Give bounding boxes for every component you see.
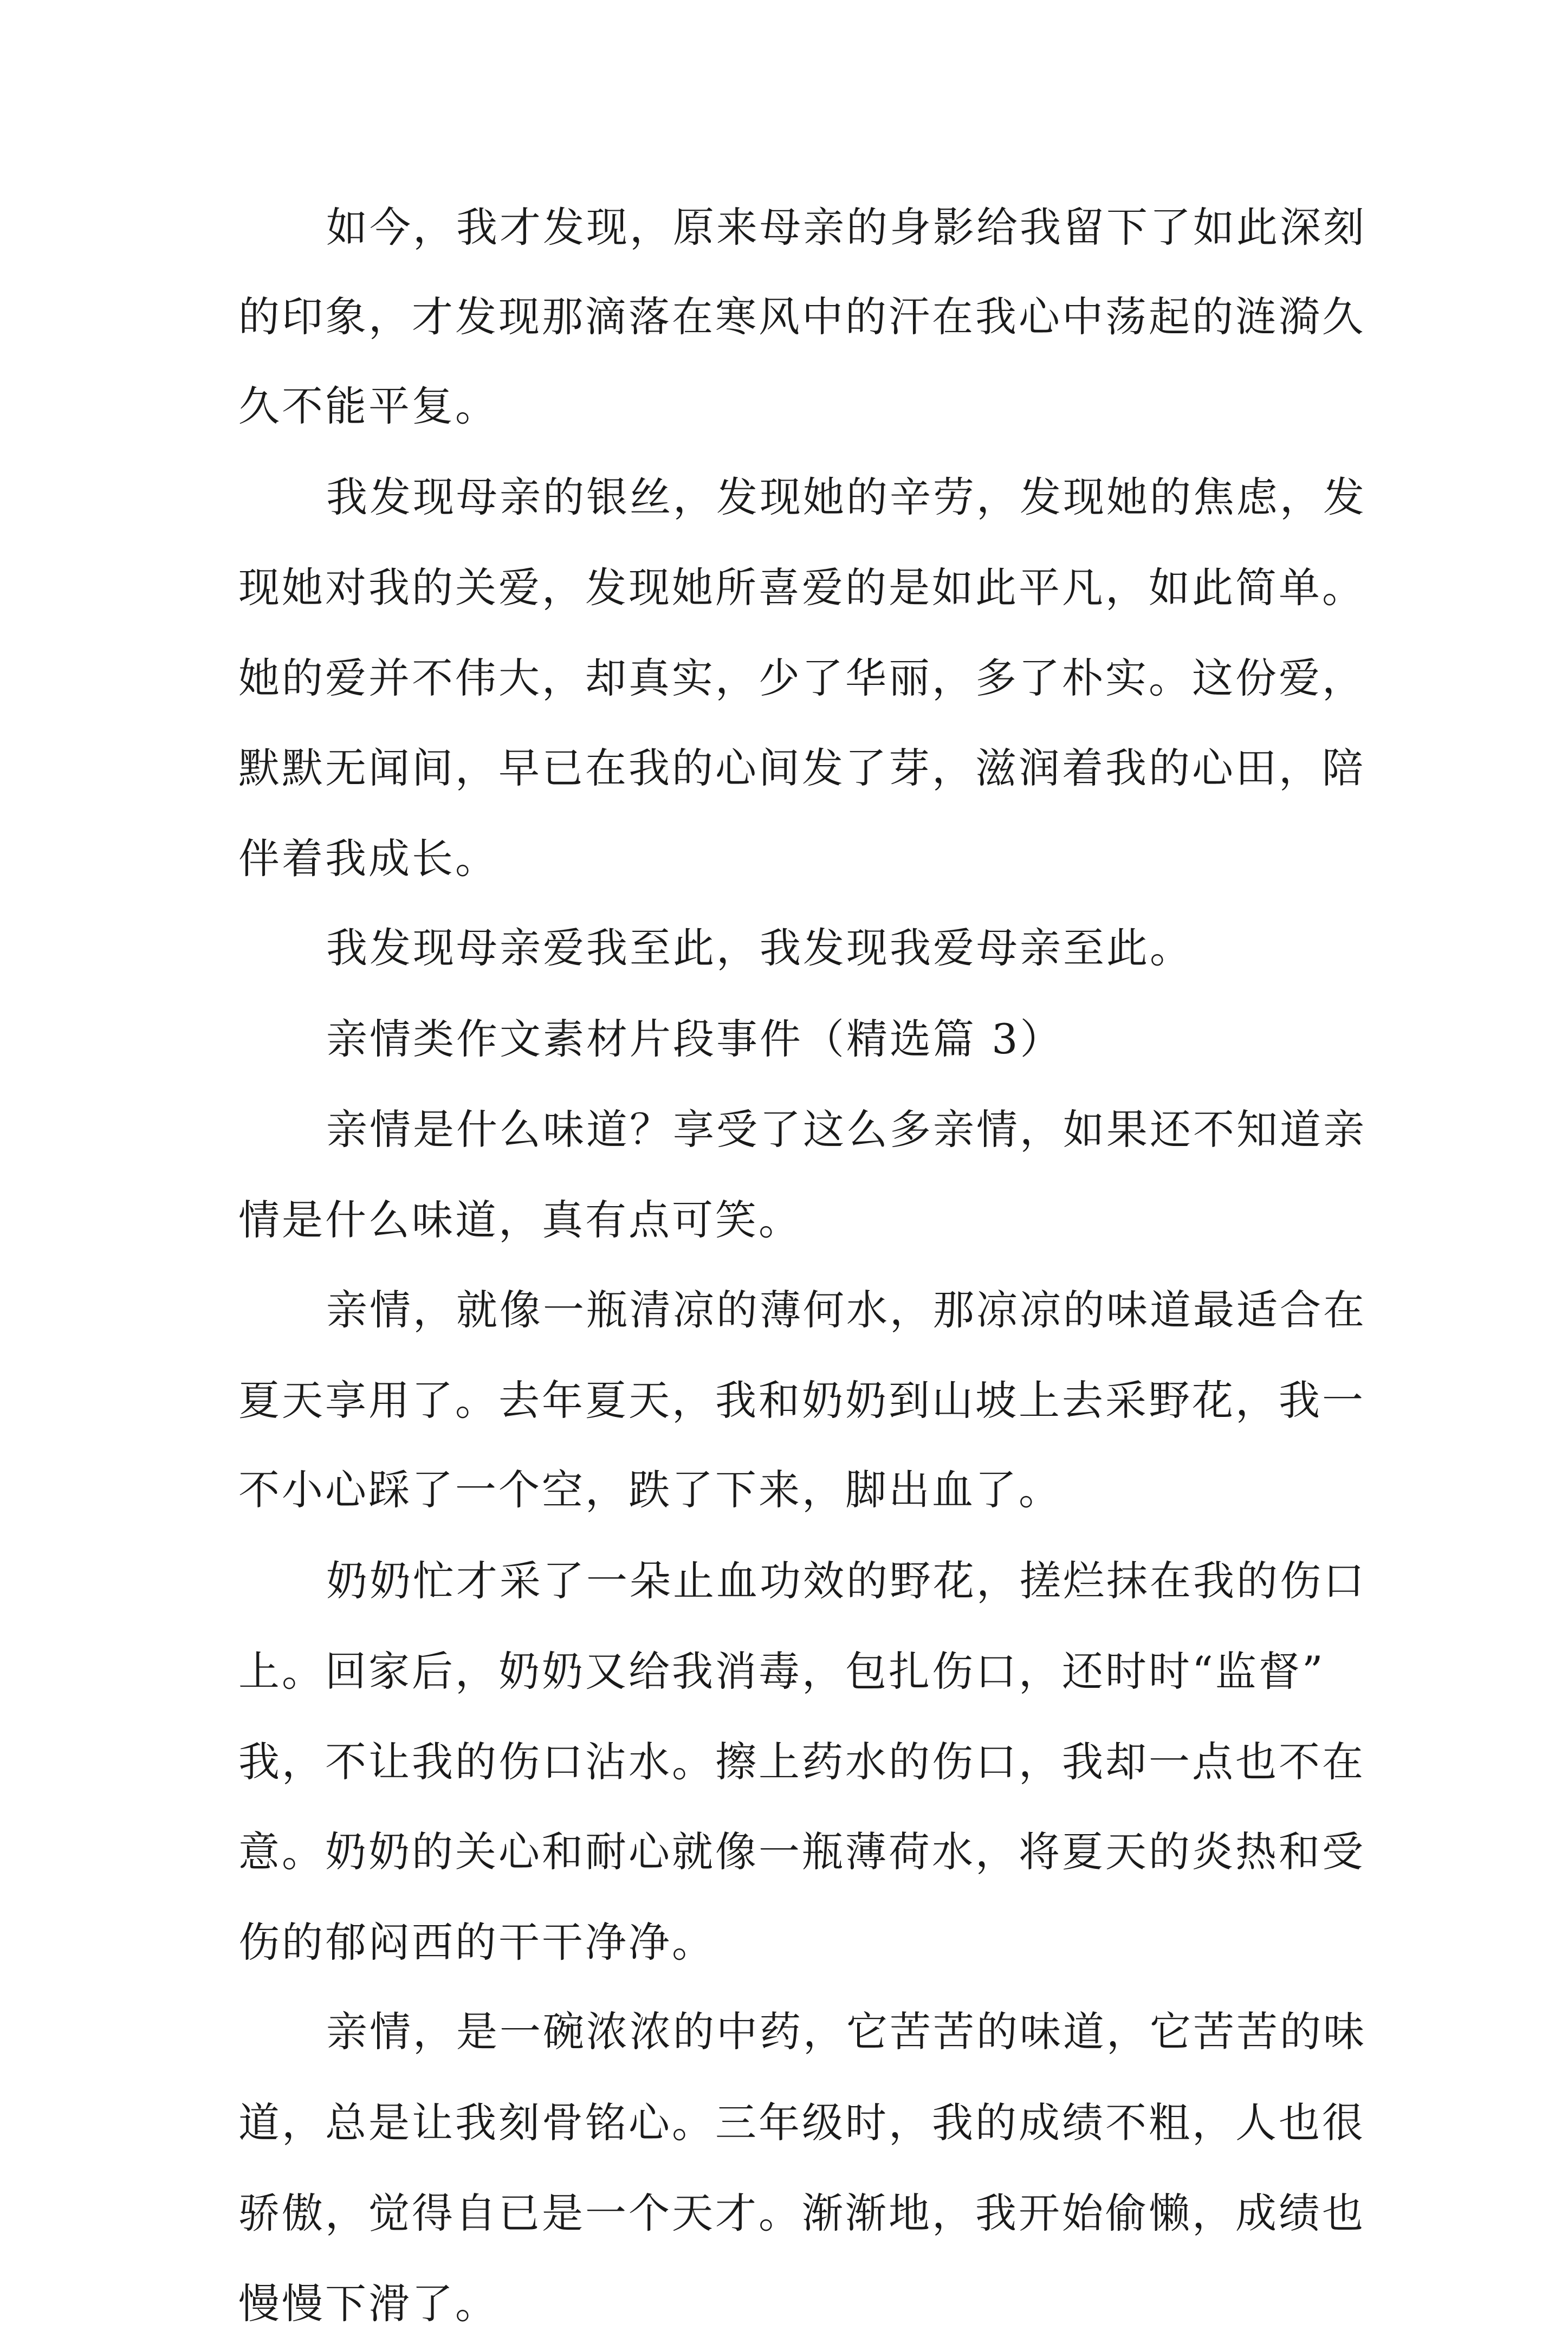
paragraph-line: 她的爱并不伟大，却真实，少了华丽，多了朴实。这份爱， — [238, 654, 1365, 702]
paragraph-line: 现她对我的关爱，发现她所喜爱的是如此平凡，如此简单。 — [238, 564, 1365, 612]
paragraph-line: 奶奶忙才采了一朵止血功效的野花，搓烂抹在我的伤口 — [326, 1557, 1366, 1605]
paragraph-line: 慢慢下滑了。 — [238, 2280, 498, 2328]
paragraph-line: 道，总是让我刻骨铭心。三年级时，我的成绩不粗，人也很 — [238, 2099, 1365, 2147]
paragraph-line: 默默无闻间，早已在我的心间发了芽，滋润着我的心田，陪 — [238, 744, 1365, 792]
paragraph-line: 我发现母亲爱我至此，我发现我爱母亲至此。 — [326, 924, 1193, 972]
section-heading: 亲情类作文素材片段事件（精选篇 3） — [326, 1015, 1064, 1063]
paragraph-line: 我，不让我的伤口沾水。擦上药水的伤口，我却一点也不在 — [238, 1738, 1365, 1786]
paragraph-line: 意。奶奶的关心和耐心就像一瓶薄荷水，将夏天的炎热和受 — [238, 1828, 1365, 1876]
paragraph-line: 不小心踩了一个空，跌了下来，脚出血了。 — [238, 1466, 1062, 1514]
paragraph-line: 如今，我才发现，原来母亲的身影给我留下了如此深刻 — [326, 203, 1366, 251]
paragraph-line: 伤的郁闷西的干干净净。 — [238, 1918, 715, 1966]
paragraph-line: 亲情，就像一瓶清凉的薄何水，那凉凉的味道最适合在 — [326, 1286, 1366, 1334]
paragraph-line: 亲情，是一碗浓浓的中药，它苦苦的味道，它苦苦的味 — [326, 2008, 1366, 2056]
paragraph-line: 的印象，才发现那滴落在寒风中的汗在我心中荡起的涟漪久 — [238, 293, 1365, 341]
paragraph-line: 伴着我成长。 — [238, 834, 498, 883]
paragraph-line: 久不能平复。 — [238, 382, 498, 430]
paragraph-line: 夏天享用了。去年夏天，我和奶奶到山坡上去采野花，我一 — [238, 1376, 1365, 1424]
paragraph-line: 情是什么味道，真有点可笑。 — [238, 1196, 802, 1244]
paragraph-line: 上。回家后，奶奶又给我消毒，包扎伤口，还时时“监督” — [238, 1647, 1325, 1695]
paragraph-line: 亲情是什么味道？享受了这么多亲情，如果还不知道亲 — [326, 1105, 1366, 1154]
paragraph-line: 我发现母亲的银丝，发现她的辛劳，发现她的焦虑，发 — [326, 473, 1366, 521]
paragraph-line: 骄傲，觉得自已是一个天才。渐渐地，我开始偷懒，成绩也 — [238, 2189, 1365, 2237]
